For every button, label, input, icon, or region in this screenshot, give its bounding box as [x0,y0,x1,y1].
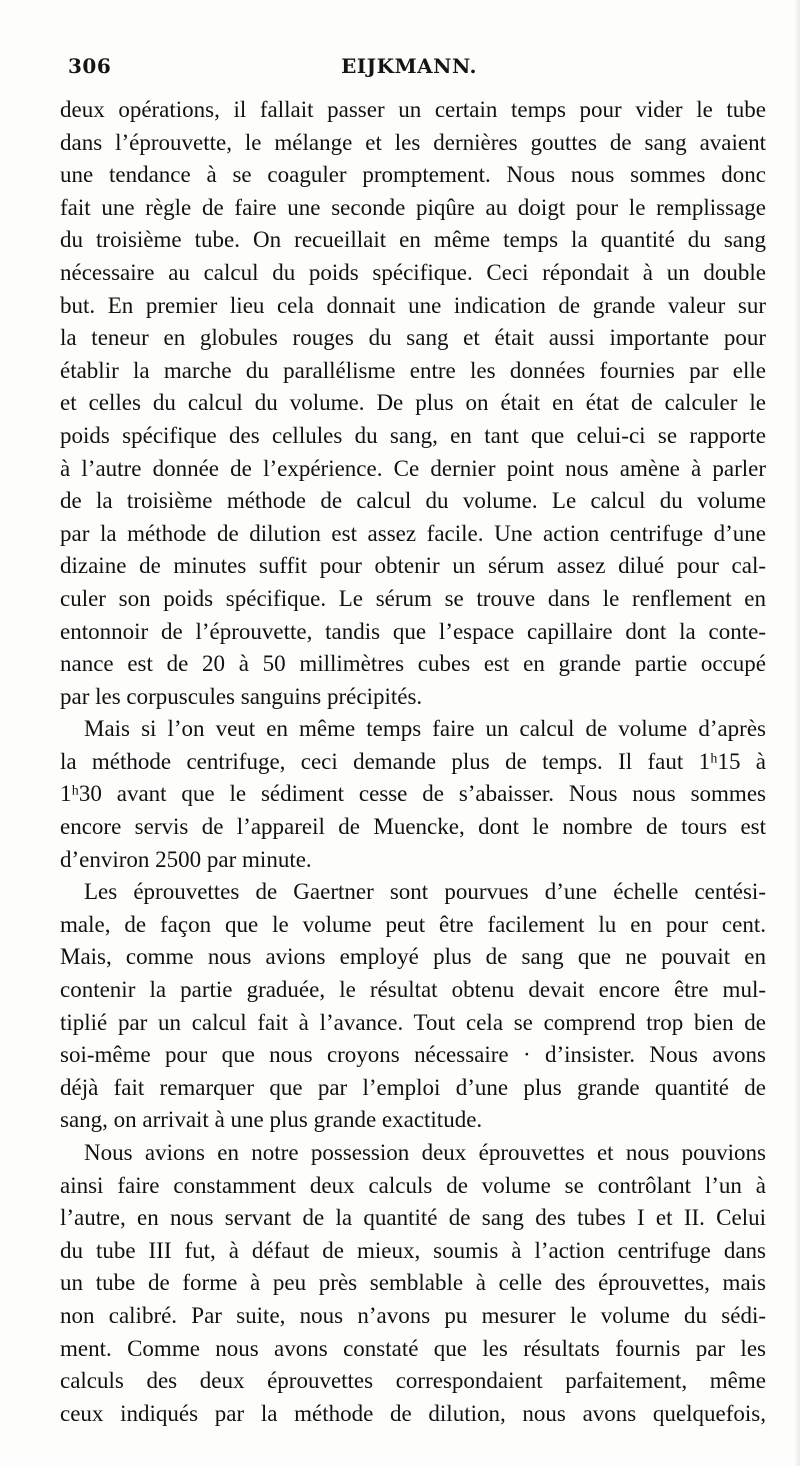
text-line: du troisième tube. On recueillait en même temps la quantité du sang [60,227,766,253]
text-line: tiplié par un calcul fait à l’avance. Tout cela se comprend trop bien de [60,1009,766,1035]
text-line: calculs des deux éprouvettes correspondaient parfaitement, même [60,1368,766,1394]
text-line: entonnoir de l’éprouvette, tandis que l’espace capillaire dont la conte- [60,618,766,644]
text-line: but. En premier lieu cela donnait une indication de grande valeur sur [60,292,766,318]
body-text [60,94,766,1430]
text-line: Les éprouvettes de Gaertner sont pourvues d’une échelle centési- [84,879,766,905]
text-line: culer son poids spécifique. Le sérum se trouve dans le renflement en [60,585,766,611]
text-line: ment. Comme nous avons constaté que les résultats fournis par les [60,1335,766,1361]
page-header [68,54,750,84]
text-line: Mais si l’on veut en même temps faire un calcul de volume d’après [84,716,766,742]
text-line: non calibré. Par suite, nous n’avons pu mesurer le volume du sédi- [60,1302,766,1328]
text-line: nécessaire au calcul du poids spécifique. Ceci répondait à un double [60,259,766,285]
text-line: une tendance à se coaguler promptement. Nous nous sommes donc [60,162,766,188]
text-line: un tube de forme à peu près semblable à celle des éprouvettes, mais [60,1270,766,1296]
text-line: la méthode centrifuge, ceci demande plus de temps. Il faut 1ʰ15 à [60,748,766,774]
text-line: l’autre, en nous servant de la quantité de sang des tubes I et II. Celui [60,1205,766,1231]
text-line: nance est de 20 à 50 millimètres cubes est en grande partie occupé [60,651,766,677]
text-line: par la méthode de dilution est assez facile. Une action centrifuge d’une [60,520,766,546]
text-line: de la troisième méthode de calcul du volume. Le calcul du volume [60,488,766,514]
running-title: EIJKMANN. [341,54,477,78]
text-line: par les corpuscules sanguins précipités. [60,683,423,709]
text-line: Mais, comme nous avions employé plus de sang que ne pouvait en [60,944,766,970]
scan-edge-shadow [794,0,800,1466]
text-line: Nous avions en notre possession deux éprouvettes et nous pouvions [84,1140,766,1165]
text-line: 1ʰ30 avant que le sédiment cesse de s’abaisser. Nous nous sommes [60,781,766,807]
text-line: poids spécifique des cellules du sang, en tant que celui-ci se rapporte [60,422,766,448]
text-line: dizaine de minutes suffit pour obtenir un sérum assez dilué pour cal- [60,553,766,579]
text-line: soi-même pour que nous croyons nécessaire · d’insister. Nous avons [60,1042,766,1068]
text-line: dans l’éprouvette, le mélange et les dernières gouttes de sang avaient [60,129,766,155]
text-line: déjà fait remarquer que par l’emploi d’une plus grande quantité de [60,1074,766,1100]
page-number: 306 [68,54,112,78]
text-line: d’environ 2500 par minute. [60,846,312,872]
text-line: et celles du calcul du volume. De plus on était en état de calculer le [60,390,766,416]
text-line: deux opérations, il fallait passer un certain temps pour vider le tube [60,97,766,122]
text-line: du tube III fut, à défaut de mieux, soumis à l’action centrifuge dans [60,1237,766,1263]
text-line: sang, on arrivait à une plus grande exactitude. [60,1107,483,1133]
text-line: à l’autre donnée de l’expérience. Ce dernier point nous amène à parler [60,455,766,481]
text-line: male, de façon que le volume peut être facilement lu en pour cent. [60,911,766,937]
text-line: contenir la partie graduée, le résultat obtenu devait encore être mul- [60,977,766,1003]
text-line: ainsi faire constamment deux calculs de volume se contrôlant l’un à [60,1172,766,1198]
text-line: ceux indiqués par la méthode de dilution, nous avons quelquefois, [60,1400,766,1426]
text-line: encore servis de l’appareil de Muencke, dont le nombre de tours est [60,814,766,840]
text-line: fait une règle de faire une seconde piqûre au doigt pour le remplissage [60,194,766,220]
text-line: établir la marche du parallélisme entre les données fournies par elle [60,357,766,383]
text-line: la teneur en globules rouges du sang et était aussi importante pour [60,325,766,351]
